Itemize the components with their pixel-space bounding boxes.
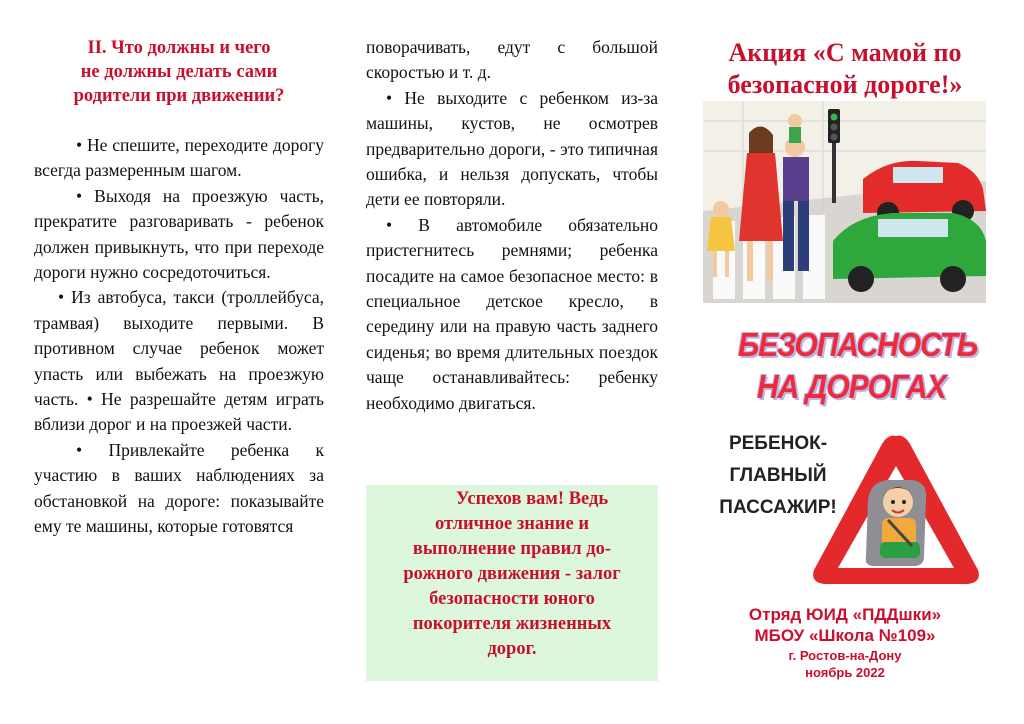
- closing-message-line: выполнение правил до-: [412, 539, 612, 559]
- slogan-line: РЕБЕНОК-: [728, 433, 828, 454]
- date-label: ноябрь 2022: [805, 665, 885, 680]
- closing-message-line: отличное знание и: [434, 514, 589, 534]
- paragraph: • В автомобиле обязательно пристегнитесь ремнями; ребенка посадите на самое безопасное место: в специальное детское кресло, в середину или на правую часть заднего сиденья; во время длительных поездок чаще останавливайтесь: ребенку необходимо двигаться.: [366, 214, 658, 413]
- headline-line: БЕЗОПАСНОСТЬ: [738, 327, 978, 364]
- family-crossing-illustration: [703, 101, 986, 303]
- closing-message-line: дорог.: [487, 639, 537, 659]
- section-title-line: II. Что должны и чего: [87, 38, 271, 58]
- footer-credits: [700, 604, 990, 681]
- closing-message-box: [366, 485, 658, 681]
- section-title-line: родители при движении?: [73, 86, 285, 106]
- closing-message-line: Успехов вам! Ведь: [455, 489, 609, 509]
- city-name: г. Ростов-на-Дону: [788, 648, 902, 663]
- warning-triangle-icon: [808, 430, 984, 590]
- child-seat-warning-sign: [808, 430, 984, 590]
- headline-line: НА ДОРОГАХ: [757, 369, 946, 406]
- action-title: [700, 37, 990, 101]
- paragraph: • Выходя на проезжую часть, прекратите разговаривать - ребенок должен привыкнуть, что при переходе дороги нужно сосредоточиться.: [34, 185, 324, 283]
- squad-name: Отряд ЮИД «ПДДшки»: [748, 605, 942, 624]
- paragraph: поворачивать, едут с большой скоростью и т. д.: [366, 37, 658, 83]
- action-title-line: Акция «С мамой по: [728, 38, 962, 67]
- section-title-line: не должны делать сами: [80, 62, 278, 82]
- action-title-line: безопасной дороге!»: [727, 70, 963, 99]
- slogan-line: ПАССАЖИР!: [719, 497, 837, 518]
- section-title: [34, 36, 324, 108]
- closing-message-line: безопасности юного: [429, 589, 595, 609]
- column-1-text: [34, 133, 324, 540]
- closing-message-line: рожного движения - залог: [403, 564, 621, 584]
- paragraph: • Не выходите с ребенком из-за машины, кустов, не осмотрев предварительно дороги, - это типичная ошибка, и нельзя допускать, чтобы дети ее повторяли.: [366, 87, 658, 210]
- column-2-text: [366, 35, 658, 416]
- paragraph: • Привлекайте ребенка к участию в ваших наблюдениях за обстановкой на дороге: показывайте ему те машины, которые готовятся: [34, 439, 324, 537]
- crossing-drawing: [703, 101, 986, 303]
- paragraph: • Не спешите, переходите дорогу всегда размеренным шагом.: [34, 135, 324, 181]
- school-name: МБОУ «Школа №109»: [754, 626, 936, 645]
- paragraph: • Из автобуса, такси (троллейбуса, трамвая) выходите первыми. В противном случае ребенок может упасть или выбежать на проезжую часть. • Не разрешайте детям играть вблизи дорог и на проезжей части.: [34, 287, 324, 435]
- closing-message-line: покорителя жизненных: [412, 614, 612, 634]
- slogan-line: ГЛАВНЫЙ: [729, 465, 827, 486]
